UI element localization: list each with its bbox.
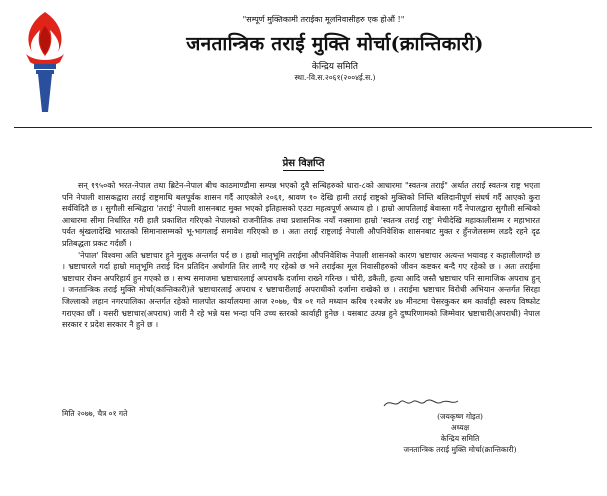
paragraph-2: 'नेपाल' विश्वमा अति भ्रष्टाचार हुने मुलुक अन्तर्गत पर्द छ । हाम्रो मातृभूमि तराईमा औपनिवेशिक नेपाली शासनको कारण भ्रष्टाचार अत्यन्त भयावह र कहालीलाग्दो छ । भ्रष्टाचारले गर्दा हाम्रो मातृभूमि तराई दिन प्रतिदिन अधोगति तिर लाग्दै गए रहेको छ भने तराईका मूल निवासीहरुको जीवन कष्टकर बन्दै गए रहेको छ । अतः तराईमा भ्रष्टाचार रोक्न अपरिहार्य हुन गएको छ । सभ्य समाजमा भ्रष्टाचारलाई अपराधकै दर्जामा राख्ने गरिन्छ । चोरी, डकैती, हत्या आदि जस्तै भ्रष्टाचार पनि सामाजिक अपराध हुन् । जनतान्त्रिक तराई मुक्ति मोर्चा(कान्तिकारी)ले भ्रष्टाचारलाई अपराध र भ्रष्टाचारीलाई अपराधीको दर्जामा राखेको छ । तराईमा भ्रष्टाचार विरोधी अभियान अन्तर्गत सिरहा जिल्लाको लहान नगरपालिका अन्तर्गत रहेको मालपोत कार्यालयमा आज २०७७, चैत्र ०१ गते मध्यान करिब १२बजेर ४७ मीनटमा पेसरकुकर बम कार्वाही स्वरुप विष्फोट गराएका छौं । यसरी भ्रष्टाचार(अपराध) जारी नै रहे भन्ने यस भन्दा पनि उच्च स्तरको कार्वाही हुनेछ । यसबाट उत्पन्न हुने दुष्परिणामको जिम्मेवार भ्रष्टाचारी(अपराधी) नेपाल सरकार र प्रदेश सरकार नै हुने छ । bbox=[62, 250, 540, 330]
signature-image bbox=[376, 396, 546, 410]
signer-role: अध्यक्ष bbox=[450, 423, 470, 432]
signer-name: (जयकृष्ण गोइत) bbox=[437, 412, 483, 421]
press-release-heading bbox=[0, 155, 607, 169]
organization-title: जनतान्त्रिक तराई मुक्ति मोर्चा(क्रान्तिकारी) bbox=[186, 33, 484, 55]
committee-label: केन्द्रिय समिति bbox=[311, 62, 359, 72]
paragraph-1: सन् १९५०को भरत-नेपाल तथा ब्रिटेन-नेपाल बीच काठमाण्डौमा सम्पन्न भएको दुवै सन्धिहरुको धारा-८को आधारमा "स्वतन्त्र तराई" अर्थात तराई स्वतन्त्र राष्ट्र भएता पनि नेपाली शासकद्वारा तराई राष्ट्रमाथि बलपूर्वक शासन गर्दै आएकोले २०६१, श्रावण १० देखि हामी तराई राष्ट्रको मुक्तिको निम्ति बलिदानीपूर्ण संघर्ष गर्दै आएको कुरा सर्वविदितै छ । सुगौली सन्धिद्वारा 'तराई' नेपाली शासनबाट मुक्त भएको इतिहासको एउटा महत्वपूर्ण अध्याय हो । हाम्रो आपतिलाई बेवास्ता गर्दै नेपालद्वारा सुगौली सन्धिको आधारमा सीमा निर्धारित गरी हालै प्रकाशित गरिएको नेपालको राजनीतिक तथा प्रशासनिक नयाँ नक्सामा हाम्रो 'स्वतन्त्र तराई राष्ट्र' मेचीदेखि महाकालीसम्म र महाभारत पर्वत श्रृंखलादेखि भारतको सिमानासम्मको भू-भागलाई समावेश गरिएको छ । अतः तराई राष्ट्रलाई नेपाली औपनिवेशिक शासनबाट मुक्त र हुँनजेलसम्म लडदै रहने दृढ प्रतिबद्धता प्रकट गर्दछौं । bbox=[62, 181, 540, 248]
header-divider bbox=[14, 127, 592, 128]
signer-organization: जनतान्त्रिक तराई मुक्ति मोर्चा(क्रान्तिकारी) bbox=[403, 445, 517, 454]
press-release-heading-text: प्रेस विज्ञप्ति bbox=[282, 158, 325, 169]
motto: "सम्पूर्ण मुक्तिकामी तराईका मूलनिवासीहरु एक होऔं !" bbox=[242, 15, 405, 24]
signatory-block bbox=[330, 411, 590, 455]
release-date: मिति २०७७, चैत्र ०१ गते bbox=[62, 409, 128, 418]
established-year: स्था.-वि.स.२०६१(२००४ई.स.) bbox=[294, 73, 376, 82]
signer-committee: केन्द्रिय समिति bbox=[440, 434, 480, 443]
press-release-body bbox=[62, 180, 540, 331]
